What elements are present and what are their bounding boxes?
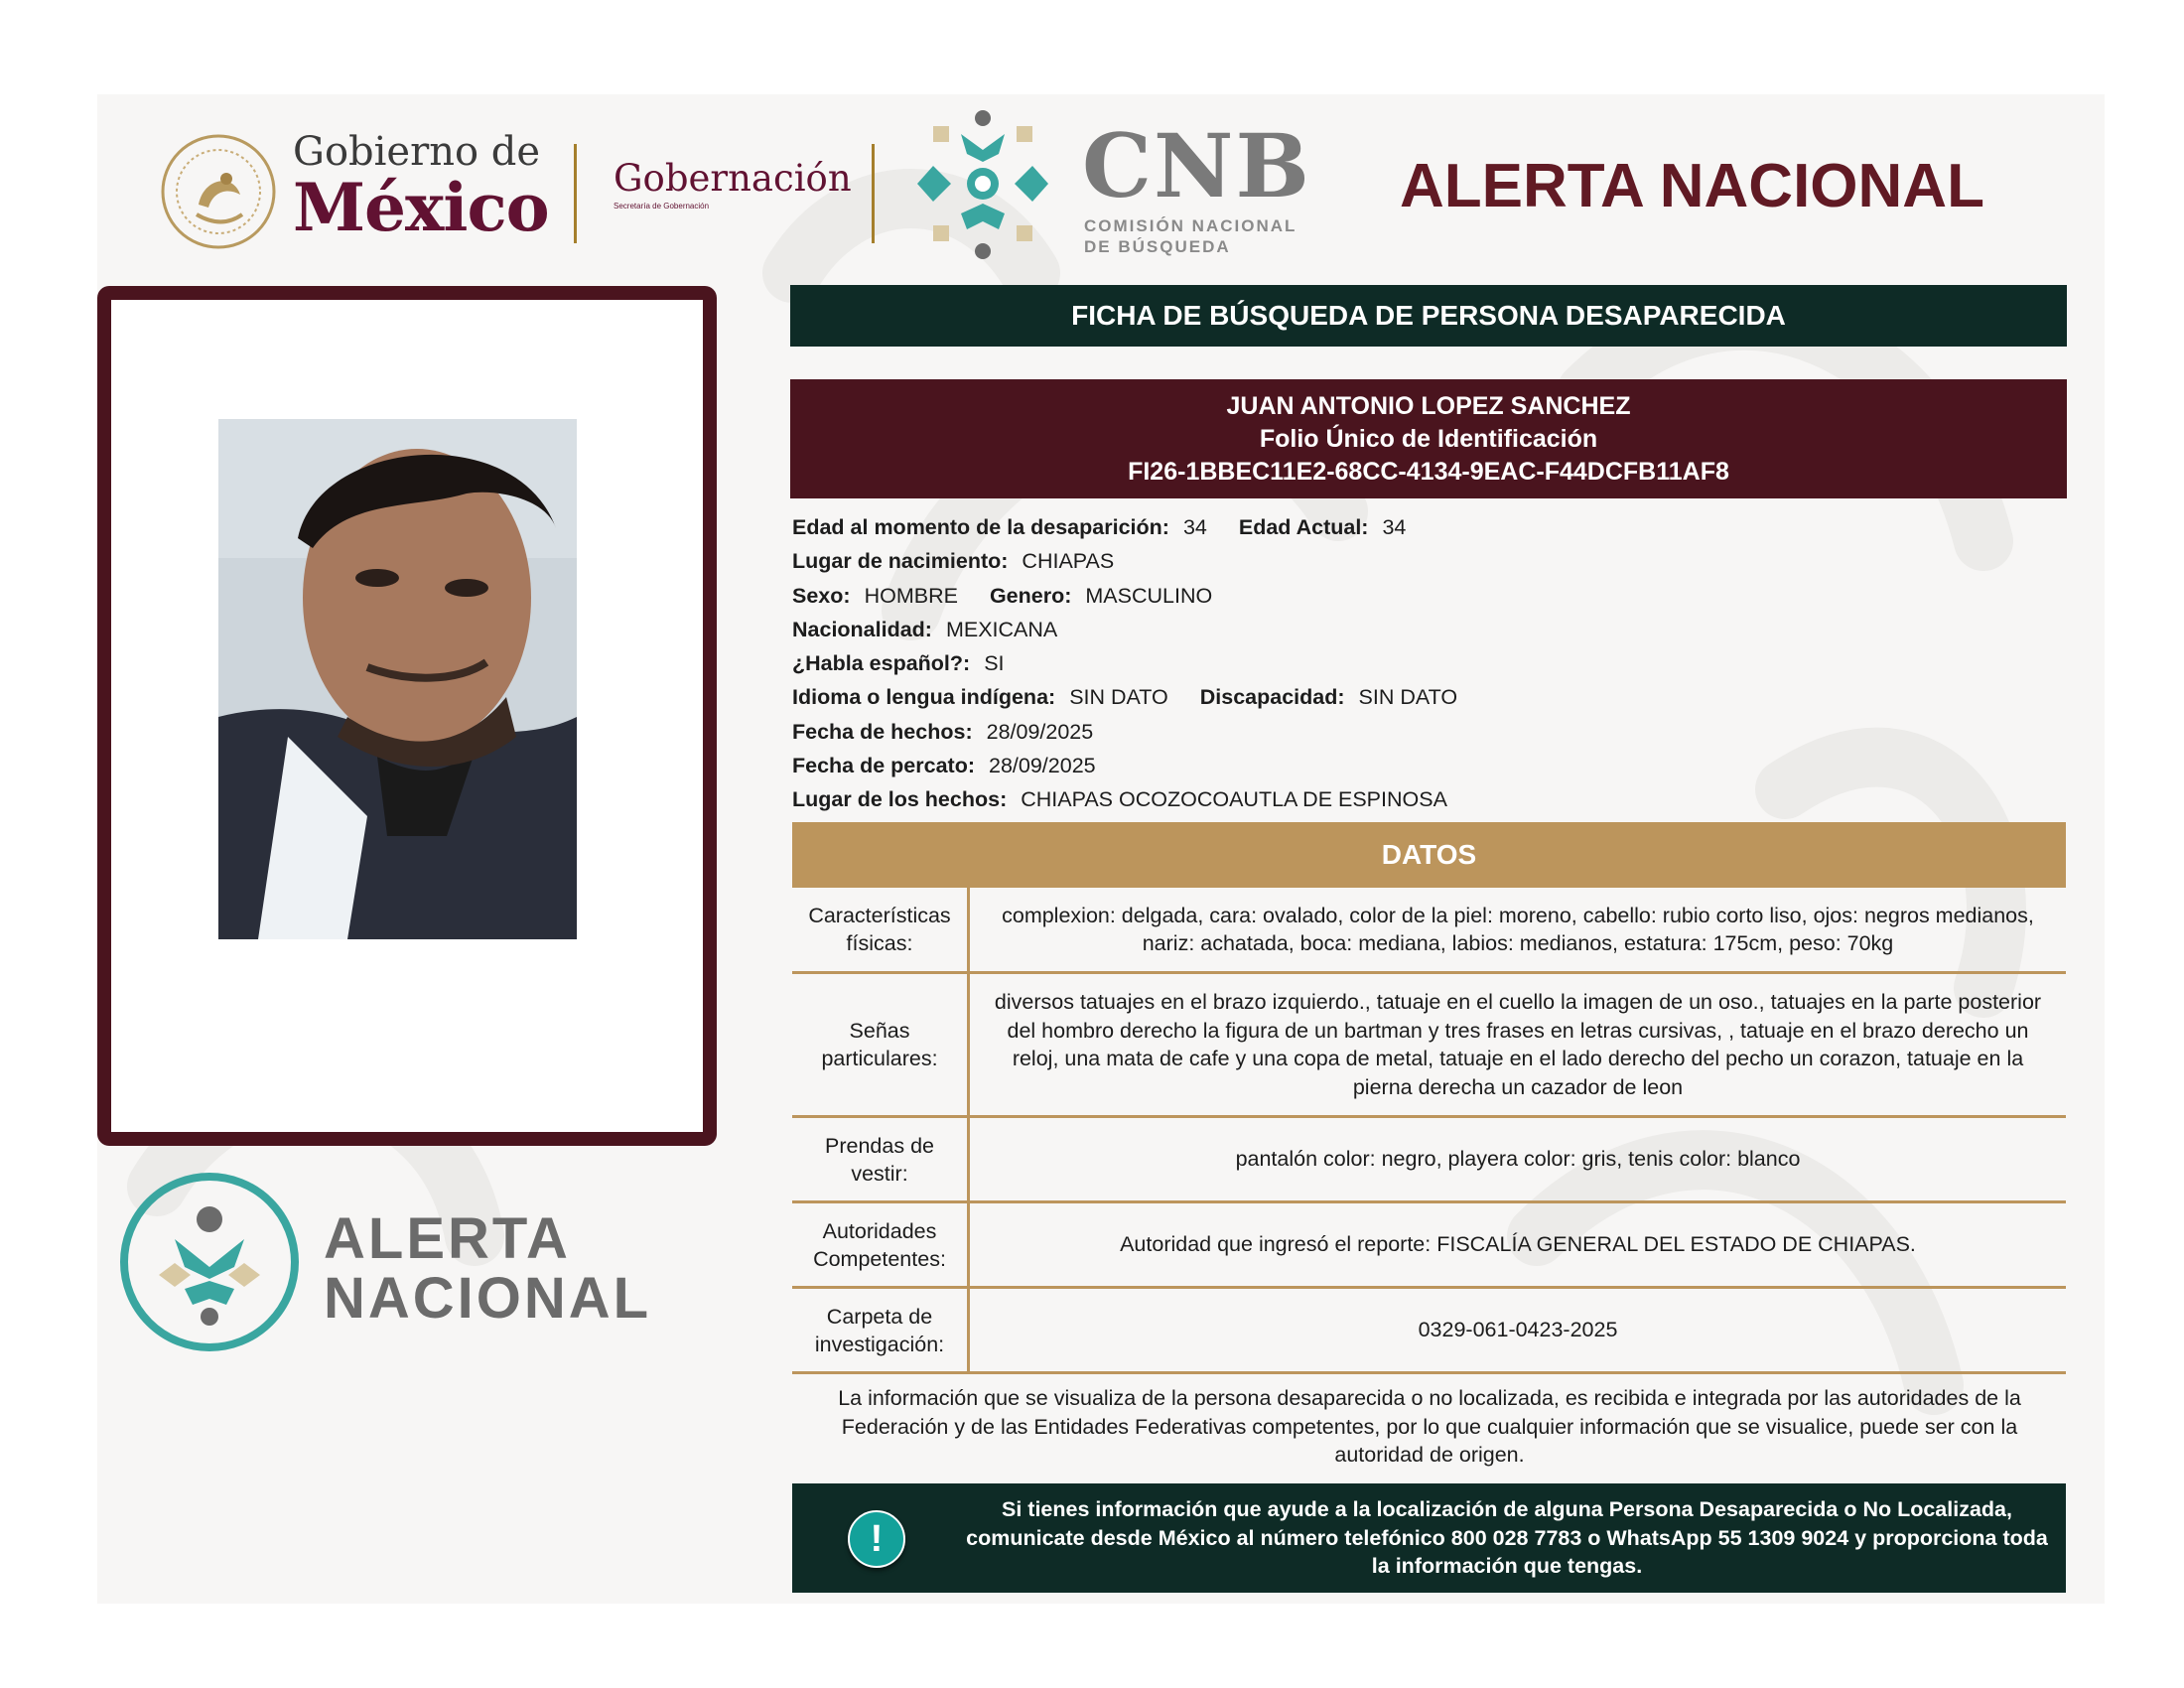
person-name-bar [790, 379, 2067, 498]
info-row-sexo [792, 579, 2063, 613]
datos-row-carpeta [792, 1289, 2066, 1374]
gobernacion-text: Gobernación [614, 157, 852, 200]
gobierno-de-mexico-logo [159, 129, 576, 248]
info-row-lugar-hechos [792, 782, 2063, 816]
edad-actual-label: Edad Actual: [1238, 515, 1369, 539]
datos-row-prendas [792, 1118, 2066, 1203]
discapacidad-label: Discapacidad: [1199, 685, 1345, 710]
habla-value: SI [984, 651, 1005, 676]
header-divider [872, 144, 875, 243]
info-row-fecha-hechos [792, 715, 2063, 749]
alerta-nacional-title: ALERTA NACIONAL [1400, 152, 1984, 220]
datos-value: diversos tatuajes en el brazo izquierdo., tatuaje en el cuello la imagen de un oso., tatuajes en la parte posterior del hombro derecho la figura de un bartman y tres frases en letras cursivas, , tatuaje en el brazo derecho un reloj, una mata de cafe y una copa de metal, tatuaje en el lado derecho del pecho un corazon, tatuaje en la pierna derecha un cazador de leon [994, 990, 2042, 1099]
alerta-logo-line1: ALERTA [324, 1206, 571, 1271]
person-photo-image [218, 419, 577, 939]
folio-number: FI26-1BBEC11E2-68CC-4134-9EAC-F44DCFB11AF8 [1128, 457, 1729, 486]
alerta-logo-line2: NACIONAL [324, 1266, 652, 1331]
gobierno-text: Gobierno de [293, 129, 541, 175]
person-name: JUAN ANTONIO LOPEZ SANCHEZ [1226, 391, 1631, 420]
cnb-subtitle [1084, 215, 1297, 257]
fecha-hechos-label: Fecha de hechos: [792, 719, 973, 744]
info-row-fecha-percato [792, 749, 2063, 782]
datos-value: Autoridad que ingresó el reporte: FISCALÍA GENERAL DEL ESTADO DE CHIAPAS. [1120, 1232, 1916, 1257]
alerta-nacional-logo [119, 1172, 675, 1350]
datos-label: Prendas de vestir: [792, 1118, 970, 1200]
habla-label: ¿Habla español?: [792, 651, 971, 676]
person-photo [218, 419, 577, 939]
discapacidad-value: SIN DATO [1358, 685, 1458, 710]
cnb-text: CNB [1082, 114, 1311, 217]
gobernacion-subtitle: Secretaría de Gobernación [614, 202, 710, 211]
nacionalidad-label: Nacionalidad: [792, 617, 932, 641]
gobernacion-logo [614, 157, 852, 211]
fecha-percato-label: Fecha de percato: [792, 754, 975, 778]
sexo-label: Sexo: [792, 583, 851, 608]
contact-info-bar [792, 1483, 2066, 1593]
datos-row-senas [792, 974, 2066, 1118]
edad-desaparicion-value: 34 [1182, 515, 1207, 539]
edad-actual-value: 34 [1382, 515, 1407, 539]
info-row-nacimiento [792, 544, 2063, 578]
datos-label: Señas particulares: [792, 974, 970, 1115]
genero-label: Genero: [989, 583, 1072, 608]
mexico-text: México [293, 169, 549, 246]
cnb-subtitle-line2: DE BÚSQUEDA [1084, 237, 1231, 256]
lugar-hechos-value: CHIAPAS OCOZOCOAUTLA DE ESPINOSA [1021, 787, 1447, 812]
exclamation-icon: ! [848, 1510, 905, 1568]
header-divider [574, 144, 577, 243]
fecha-percato-value: 28/09/2025 [989, 754, 1096, 778]
idioma-label: Idioma o lengua indígena: [792, 685, 1056, 710]
datos-value: pantalón color: negro, playera color: gris, tenis color: blanco [1235, 1147, 1801, 1172]
datos-label: Carpeta de investigación: [792, 1289, 970, 1371]
datos-label: Autoridades Competentes: [792, 1203, 970, 1286]
idioma-value: SIN DATO [1069, 685, 1168, 710]
edad-desaparicion-label: Edad al momento de la desaparición: [792, 515, 1169, 539]
lugar-nacimiento-value: CHIAPAS [1022, 549, 1115, 574]
info-row-nacionalidad [792, 613, 2063, 646]
lugar-nacimiento-label: Lugar de nacimiento: [792, 549, 1009, 574]
info-row-idioma [792, 680, 2063, 714]
datos-label: Características físicas: [792, 888, 970, 971]
datos-row-caracteristicas [792, 888, 2066, 974]
nacionalidad-value: MEXICANA [945, 617, 1058, 641]
cnb-emblem-icon [903, 104, 1062, 268]
info-row-edad [792, 510, 2063, 544]
fecha-hechos-value: 28/09/2025 [986, 719, 1094, 744]
cnb-subtitle-line1: COMISIÓN NACIONAL [1084, 216, 1297, 235]
person-info [792, 510, 2063, 817]
cnb-logo [903, 104, 1310, 268]
ficha-title-bar: FICHA DE BÚSQUEDA DE PERSONA DESAPARECIDA [790, 285, 2067, 347]
folio-label: Folio Único de Identificación [1259, 424, 1598, 453]
genero-value: MASCULINO [1085, 583, 1213, 608]
datos-row-autoridades [792, 1203, 2066, 1289]
contact-info-text: Si tienes información que ayude a la localización de alguna Persona Desaparecida o No Localizada, comunicate desde México al número telefónico 800 028 7783 o WhatsApp 55 1309 9024 y proporciona toda la información que tengas. [966, 1497, 2048, 1578]
lugar-hechos-label: Lugar de los hechos: [792, 787, 1008, 812]
alerta-nacional-logo-text [324, 1206, 652, 1331]
datos-value: complexion: delgada, cara: ovalado, color de la piel: moreno, cabello: rubio corto liso, ojos: negros medianos, nariz: achatada, boca: mediana, labios: medianos, estatura: 175cm, peso: 70kg [1002, 903, 2034, 955]
datos-table [792, 888, 2066, 1374]
alerta-nacional-emblem-icon [119, 1172, 300, 1352]
info-row-habla [792, 646, 2063, 680]
disclaimer-text: La información que se visualiza de la persona desaparecida o no localizada, es recibida e integrada por las autoridades de la Federación y de las Entidades Federativas competentes, por lo que cualquier información que se visualice, puede ser con la autoridad de origen. [838, 1386, 2021, 1467]
sexo-value: HOMBRE [864, 583, 958, 608]
gobierno-seal-icon [159, 133, 278, 250]
datos-header: DATOS [792, 822, 2066, 888]
datos-value: 0329-061-0423-2025 [1418, 1318, 1618, 1342]
